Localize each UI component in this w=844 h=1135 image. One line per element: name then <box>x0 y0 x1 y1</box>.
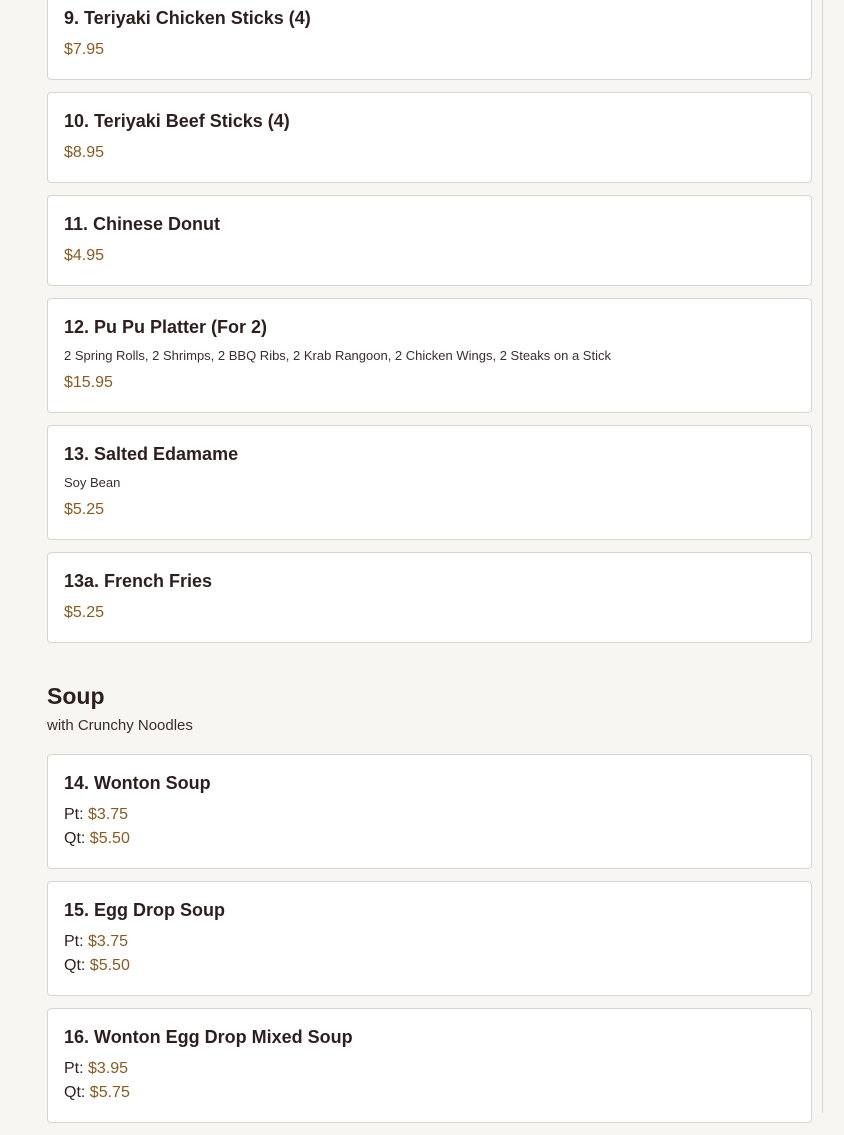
pint-label: Pt: <box>64 1060 84 1077</box>
menu-item-price: $5.25 <box>64 501 105 518</box>
menu-item-title: 12. Pu Pu Platter (For 2) <box>64 317 268 337</box>
quart-price: $5.75 <box>89 1084 130 1101</box>
menu-item-price: $8.95 <box>64 144 105 161</box>
quart-label: Qt: <box>64 830 86 847</box>
quart-label: Qt: <box>64 1084 86 1101</box>
soup-section <box>47 681 812 1123</box>
menu-item-description: Soy Bean <box>64 475 121 490</box>
quart-label: Qt: <box>64 957 86 974</box>
menu-item-card[interactable] <box>47 195 812 286</box>
menu-item-title: 14. Wonton Soup <box>64 773 211 793</box>
menu-item-price: $5.25 <box>64 604 105 621</box>
quart-price-row <box>64 954 795 978</box>
menu-item-price: $15.95 <box>64 374 113 391</box>
pint-price-row <box>64 1057 795 1081</box>
menu-item-title: 16. Wonton Egg Drop Mixed Soup <box>64 1027 353 1047</box>
menu-item-card[interactable] <box>47 1008 812 1123</box>
menu-item-card[interactable] <box>47 552 812 643</box>
quart-price: $5.50 <box>89 957 130 974</box>
menu-item-title: 13a. French Fries <box>64 571 213 591</box>
menu-item-title: 9. Teriyaki Chicken Sticks (4) <box>64 8 311 28</box>
menu-item-card[interactable] <box>47 425 812 540</box>
menu-content <box>47 0 812 1135</box>
pint-price-row <box>64 803 795 827</box>
menu-item-price: $4.95 <box>64 247 105 264</box>
pint-price-row <box>64 930 795 954</box>
menu-item-title: 15. Egg Drop Soup <box>64 900 226 920</box>
section-title: Soup <box>47 683 105 709</box>
menu-item-card[interactable] <box>47 298 812 413</box>
pint-label: Pt: <box>64 806 84 823</box>
page-divider <box>822 0 823 1113</box>
menu-item-card[interactable] <box>47 881 812 996</box>
section-subtitle: with Crunchy Noodles <box>47 717 193 734</box>
menu-item-card[interactable] <box>47 0 812 80</box>
menu-item-description: 2 Spring Rolls, 2 Shrimps, 2 BBQ Ribs, 2 Krab Rangoon, 2 Chicken Wings, 2 Steaks on a Stick <box>64 348 611 363</box>
menu-item-title: 11. Chinese Donut <box>64 214 221 234</box>
quart-price-row <box>64 1081 795 1105</box>
menu-item-card[interactable] <box>47 92 812 183</box>
quart-price: $5.50 <box>89 830 130 847</box>
quart-price-row <box>64 827 795 851</box>
menu-item-price: $7.95 <box>64 41 105 58</box>
menu-item-card[interactable] <box>47 754 812 869</box>
pint-price: $3.95 <box>88 1060 129 1077</box>
menu-item-title: 10. Teriyaki Beef Sticks (4) <box>64 111 290 131</box>
pint-price: $3.75 <box>88 806 129 823</box>
menu-item-title: 13. Salted Edamame <box>64 444 239 464</box>
pint-label: Pt: <box>64 933 84 950</box>
pint-price: $3.75 <box>88 933 129 950</box>
